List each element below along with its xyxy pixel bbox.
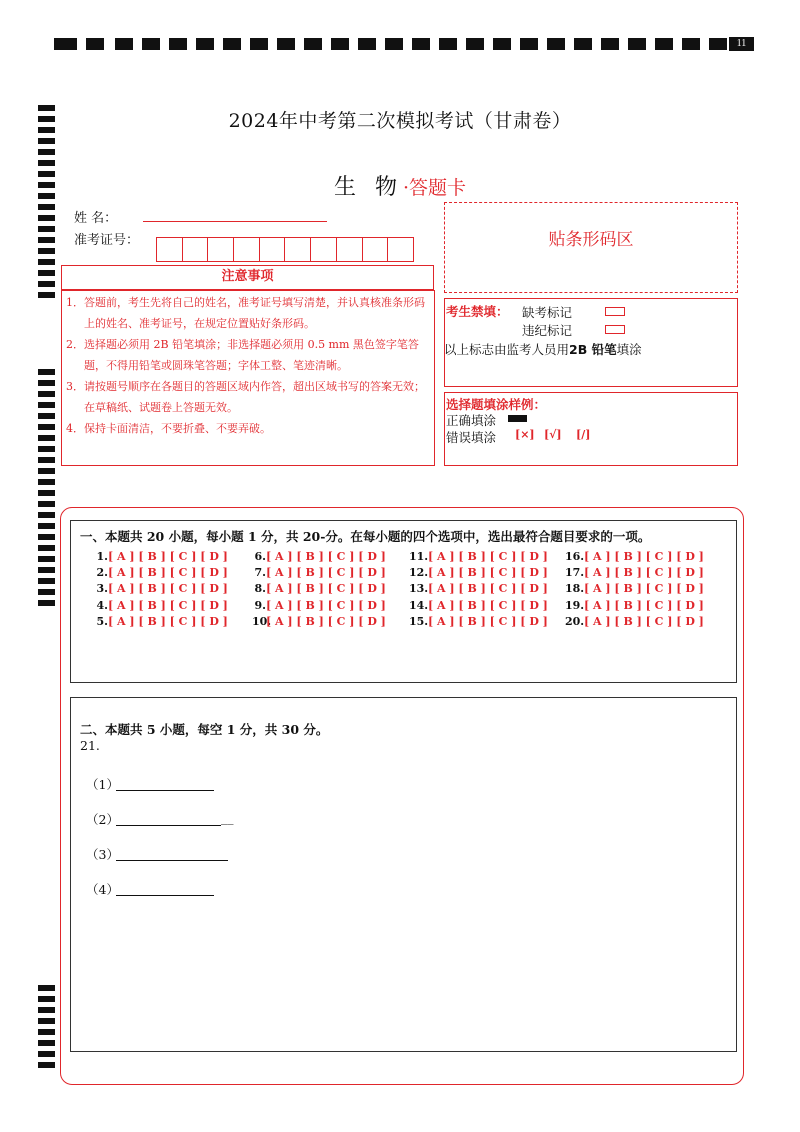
timing-mark — [38, 556, 55, 562]
timing-mark — [520, 38, 538, 50]
choice-options[interactable]: [ A ] [ B ] [ C ] [ D ] — [266, 582, 386, 596]
choice-row[interactable] — [409, 565, 548, 581]
id-digit-box[interactable] — [284, 237, 311, 262]
blank-label-4: （4） — [86, 882, 119, 897]
timing-mark — [277, 38, 295, 50]
violation-mark-label: 违纪标记 — [522, 323, 573, 338]
choice-options[interactable]: [ A ] [ B ] [ C ] [ D ] — [428, 614, 548, 628]
timing-mark — [358, 38, 376, 50]
question-number: 2. — [96, 566, 108, 580]
timing-mark — [38, 523, 55, 529]
timing-mark — [385, 38, 403, 50]
timing-mark — [38, 534, 55, 540]
choice-row[interactable] — [94, 598, 228, 614]
timing-mark — [38, 1062, 55, 1068]
choice-row[interactable] — [252, 581, 386, 597]
id-label: 准考证号： — [74, 233, 140, 248]
choice-options[interactable]: [ A ] [ B ] [ C ] [ D ] — [108, 566, 228, 580]
timing-mark — [38, 457, 55, 463]
choice-row[interactable] — [252, 598, 386, 614]
question-number: 4. — [96, 598, 108, 612]
choice-row[interactable] — [565, 565, 704, 581]
answer-line-2-tail: __ — [221, 810, 234, 825]
examiner-only-title: 考生禁填： — [446, 304, 509, 319]
timing-mark — [38, 259, 55, 265]
timing-mark — [493, 38, 511, 50]
question-number: 6. — [254, 550, 266, 563]
timing-mark — [38, 1029, 55, 1035]
id-digit-box[interactable] — [207, 237, 234, 262]
timing-mark — [38, 391, 55, 397]
question-number: 15. — [409, 614, 429, 628]
timing-mark — [169, 38, 187, 50]
timing-mark — [38, 292, 55, 298]
timing-mark — [38, 589, 55, 595]
subject-name: 生 物 — [333, 175, 403, 200]
choice-options[interactable]: [ A ] [ B ] [ C ] [ D ] — [266, 566, 386, 580]
examiner-note — [444, 340, 642, 358]
choice-options[interactable]: [ A ] [ B ] [ C ] [ D ] — [584, 550, 704, 563]
timing-mark — [38, 204, 55, 210]
choice-options[interactable]: [ A ] [ B ] [ C ] [ D ] — [266, 614, 386, 628]
choice-options[interactable]: [ A ] [ B ] [ C ] [ D ] — [108, 550, 228, 563]
choice-row[interactable] — [94, 565, 228, 581]
choice-row[interactable] — [94, 549, 228, 565]
timing-mark — [574, 38, 592, 50]
timing-mark — [38, 468, 55, 474]
choice-options[interactable]: [ A ] [ B ] [ C ] [ D ] — [428, 598, 548, 612]
timing-mark — [38, 215, 55, 221]
choice-options[interactable]: [ A ] [ B ] [ C ] [ D ] — [584, 598, 704, 612]
timing-mark — [38, 270, 55, 276]
timing-mark — [38, 1051, 55, 1057]
choice-options[interactable]: [ A ] [ B ] [ C ] [ D ] — [584, 582, 704, 596]
choice-row[interactable] — [409, 614, 548, 630]
timing-mark — [38, 985, 55, 991]
question-number: 5. — [96, 614, 108, 628]
timing-mark — [38, 479, 55, 485]
blank-label-3: （3） — [86, 847, 119, 862]
timing-mark — [601, 38, 619, 50]
id-digit-box[interactable] — [387, 237, 414, 262]
timing-mark — [628, 38, 646, 50]
examiner-note-bold: 2B 铅笔 — [569, 342, 617, 357]
timing-mark — [38, 490, 55, 496]
choice-column — [565, 549, 704, 630]
section2-box — [70, 697, 737, 1052]
timing-mark — [38, 380, 55, 386]
timing-mark — [250, 38, 268, 50]
id-digit-box[interactable] — [182, 237, 209, 262]
question-number: 8. — [254, 582, 266, 596]
choice-options[interactable]: [ A ] [ B ] [ C ] [ D ] — [108, 614, 228, 628]
correct-fill-label: 正确填涂 — [446, 413, 497, 428]
question-number: 17. — [565, 566, 585, 580]
question-number: 7. — [254, 566, 266, 580]
notice-item: 1．答题前，考生先将自己的姓名，准考证号填写清楚，并认真核准条形码上的姓名、准考证号，在规定位置贴好条形码。 — [66, 296, 425, 330]
question-number: 11. — [409, 550, 429, 563]
question-number: 19. — [565, 598, 585, 612]
notice-list — [66, 292, 431, 439]
timing-mark — [547, 38, 565, 50]
choice-row[interactable] — [252, 614, 386, 630]
timing-mark — [38, 160, 55, 166]
notice-item: 3．请按题号顺序在各题目的答题区域内作答，超出区域书写的答案无效；在草稿纸、试题卷上答题无效。 — [66, 380, 425, 414]
timing-mark — [38, 446, 55, 452]
timing-mark — [38, 435, 55, 441]
choice-options[interactable]: [ A ] [ B ] [ C ] [ D ] — [584, 566, 704, 580]
name-label: 姓 名： — [74, 211, 118, 226]
examiner-note-suffix: 填涂 — [616, 342, 642, 357]
notice-title: 注意事项 — [61, 265, 434, 290]
wrong-mark-cross: [×] — [515, 428, 535, 441]
timing-mark — [86, 38, 104, 50]
choice-row[interactable] — [409, 598, 548, 614]
timing-mark — [223, 38, 241, 50]
timing-mark — [38, 1007, 55, 1013]
id-digit-box[interactable] — [336, 237, 363, 262]
subject-heading — [0, 170, 800, 201]
timing-mark — [38, 149, 55, 155]
timing-mark — [38, 567, 55, 573]
timing-mark — [709, 38, 727, 50]
answer-line-2[interactable] — [116, 825, 221, 826]
choice-row[interactable] — [94, 614, 228, 630]
choice-options[interactable]: [ A ] [ B ] [ C ] [ D ] — [266, 550, 386, 563]
timing-mark — [38, 501, 55, 507]
id-digit-box[interactable] — [310, 237, 337, 262]
timing-mark — [304, 38, 322, 50]
choice-column — [252, 549, 386, 630]
choice-row[interactable] — [409, 581, 548, 597]
timing-mark — [38, 424, 55, 430]
timing-mark — [682, 38, 700, 50]
question-number: 18. — [565, 582, 585, 596]
question-number: 9. — [254, 598, 266, 612]
fill-sample-title: 选择题填涂样例： — [446, 397, 547, 412]
timing-mark — [38, 138, 55, 144]
timing-mark — [142, 38, 160, 50]
question-number: 20. — [565, 614, 585, 628]
barcode-area: 贴条形码区 — [444, 202, 738, 293]
choice-row[interactable] — [565, 598, 704, 614]
id-digit-box[interactable] — [362, 237, 389, 262]
choice-row[interactable] — [252, 549, 386, 565]
id-number-boxes[interactable] — [157, 237, 414, 262]
choice-row[interactable] — [565, 581, 704, 597]
choice-options[interactable]: [ A ] [ B ] [ C ] [ D ] — [428, 566, 548, 580]
timing-mark — [38, 248, 55, 254]
timing-mark — [38, 996, 55, 1002]
blank-label-1: （1） — [86, 777, 119, 792]
timing-mark — [54, 38, 77, 50]
answer-line-4[interactable] — [116, 895, 214, 896]
choice-row[interactable] — [252, 565, 386, 581]
violation-mark-box — [605, 325, 625, 334]
question-number: 10. — [252, 614, 272, 628]
choice-column — [94, 549, 228, 630]
timing-mark — [38, 281, 55, 287]
question-number: 3. — [96, 582, 108, 596]
choice-options[interactable]: [ A ] [ B ] [ C ] [ D ] — [266, 598, 386, 612]
choice-options[interactable]: [ A ] [ B ] [ C ] [ D ] — [108, 582, 228, 596]
choice-row[interactable] — [565, 614, 704, 630]
notice-item: 4．保持卡面清洁，不要折叠、不要弄破。 — [66, 422, 271, 435]
section2-title: 二、本题共 5 小题，每空 1 分，共 30 分。 — [80, 722, 329, 737]
section1-title: 一、本题共 20 小题，每小题 1 分，共 20-分。在每小题的四个选项中，选出最符合题目要求的一项。 — [80, 529, 651, 544]
timing-mark — [412, 38, 430, 50]
question-number: 13. — [409, 582, 429, 596]
timing-mark — [38, 578, 55, 584]
question-number: 14. — [409, 598, 429, 612]
timing-mark — [38, 1040, 55, 1046]
timing-mark — [38, 545, 55, 551]
timing-mark — [38, 413, 55, 419]
absent-mark-label: 缺考标记 — [522, 305, 573, 320]
timing-mark — [38, 600, 55, 606]
choice-row[interactable] — [565, 549, 704, 565]
timing-mark — [439, 38, 457, 50]
name-field[interactable] — [143, 221, 327, 222]
page-number: 11 — [729, 37, 754, 51]
timing-mark — [331, 38, 349, 50]
choice-options[interactable]: [ A ] [ B ] [ C ] [ D ] — [108, 598, 228, 612]
subject-suffix: ·答题卡 — [402, 177, 467, 199]
timing-mark — [38, 237, 55, 243]
id-digit-box[interactable] — [259, 237, 286, 262]
timing-mark — [38, 369, 55, 375]
id-digit-box[interactable] — [156, 237, 183, 262]
question-number: 12. — [409, 566, 429, 580]
timing-mark — [38, 226, 55, 232]
correct-fill-sample — [508, 415, 527, 422]
answer-line-3[interactable] — [116, 860, 228, 861]
page-title: 2024年中考第二次模拟考试（甘肃卷） — [228, 110, 572, 132]
wrong-mark-slash: [/] — [576, 428, 591, 441]
absent-mark-box — [605, 307, 625, 316]
examiner-note-prefix: 以上标志由监考人员用 — [444, 342, 570, 357]
question-number: 16. — [565, 550, 585, 563]
wrong-mark-check: [√] — [544, 428, 562, 441]
timing-mark — [466, 38, 484, 50]
choice-options[interactable]: [ A ] [ B ] [ C ] [ D ] — [584, 614, 704, 628]
id-digit-box[interactable] — [233, 237, 260, 262]
timing-mark — [38, 1018, 55, 1024]
notice-item: 2．选择题必须用 2B 铅笔填涂；非选择题必须用 0.5 mm 黑色签字笔答题，不得用铅笔或圆珠笔答题；字体工整、笔迹清晰。 — [66, 338, 419, 372]
choice-options[interactable]: [ A ] [ B ] [ C ] [ D ] — [428, 582, 548, 596]
timing-mark — [196, 38, 214, 50]
timing-mark — [655, 38, 673, 50]
choice-row[interactable] — [409, 549, 548, 565]
answer-line-1[interactable] — [116, 790, 214, 791]
wrong-fill-label: 错误填涂 — [446, 430, 497, 445]
choice-row[interactable] — [94, 581, 228, 597]
timing-mark — [38, 512, 55, 518]
question-21-number: 21. — [80, 738, 100, 753]
choice-options[interactable]: [ A ] [ B ] [ C ] [ D ] — [428, 550, 548, 563]
timing-mark — [115, 38, 133, 50]
blank-label-2: （2） — [86, 812, 119, 827]
top-timing-marks — [54, 38, 754, 50]
timing-mark — [38, 402, 55, 408]
choice-column — [409, 549, 548, 630]
question-number: 1. — [96, 550, 108, 563]
